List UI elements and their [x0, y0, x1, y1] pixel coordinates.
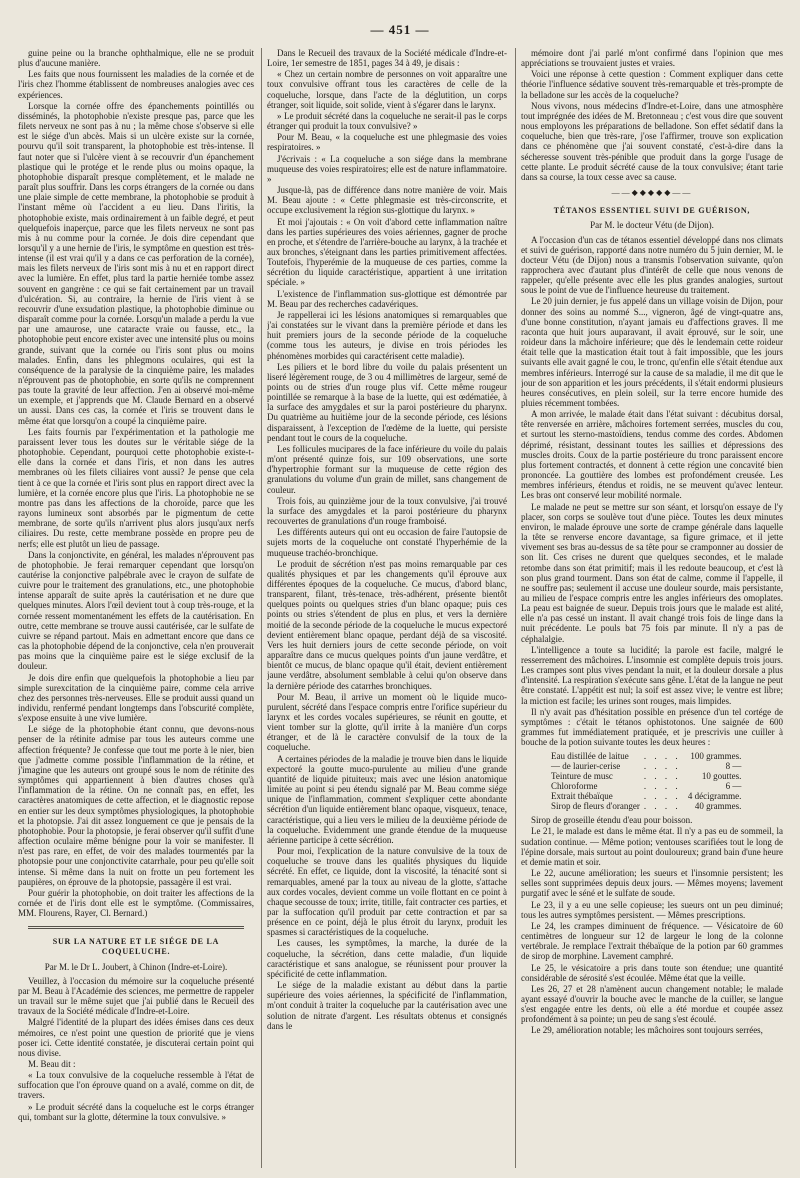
prescription-quantity: 6 — — [725, 781, 742, 792]
paragraph: A certaines périodes de la maladie je trouve bien dans le liquide expectoré la goutte muco-purulente au milieu d'une grande quantité de liquide pituiteux; mais avec une lésion anatomique limitée au point si peu étendu signalé par M. Beau comme siége unique de l'inflammation, comment s'expliquer cette abondante sécrétion d'un liquide entièrement blanc opaque, visqueux, tenace, caractéristique, qui a lieu vers le milieu de la deuxième période de la coqueluche. Evidemment une grande étendue de la muqueuse aérienne participe à cette sécrétion. — [267, 753, 507, 845]
paragraph: Lorsque la cornée offre des épanchements pointillés ou disséminés, la photophobie n'existe presque pas, parce que les filets nerveux ne sont pas à nu ; la même chose s'observe si elle est le siége d'un abcès. Mais si un ulcère existe sur la cornée, pourvu qu'il soit transparent, la photophobie est très-intense. Il faut noter que si l'ulcère vient à se recouvrir d'un épanchement plastique qui le protége et le rende plus ou moins opaque, la photophobie disparaît presque complètement, et le malade ne paraît plus souffrir. Dans les corps étrangers de la cornée ou dans une plaie simple de cette membrane, la photophobie se produit à l'instant même où l'accident a eu lieu. Dans l'iritis, la photophobie existe, mais ordinairement à un faible degré, et peut quelquefois inaperçue, parce que les filets nerveux ne sont pas mis à nu comme pour la cornée. Je dois dire cependant que lorsqu'il y a une hernie de l'iris, le symptôme en question est très-intense (il est vrai qu'il y a dans ce cas perforation de la cornée), mais les filets nerveux de l'iris sont mis à nu et en rapport direct avec la lumière. En effet, plus tard la partie herniée tombe assez souvent en gangrène : ce qui se fait certainement par un travail d'ulcération. Si, au contraire, la hernie de l'iris vient à se recouvrir d'une exsudation plastique, la photophobie diminue ou disparaît comme pour la cornée. Lorsqu'un malade a perdu la vue par une amaurose, une cataracte vraie ou fausse, etc., la photophobie peut encore exister avec une intensité plus ou moins grande, suivant que la cornée ou l'iris sont plus ou moins malades. Enfin, dans les phlegmons oculaires, qui est la conséquence de la paralysie de la cinquième paire, les malades n'éprouvent pas de photophobie, en sorte qu'ils ne comprennent pas toute la gravité de leur affection. J'en ai observé moi-même un exemple, et j'apprends que M. Claude Bernard en a observé un aussi. Dans ces cas, la cornée et l'iris se trouvent dans le même état que lorsqu'on a coupé la cinquième paire. — [18, 100, 254, 426]
paragraph: Les follicules mucipares de la face inférieure du voile du palais m'ont présenté quinze fois, sur 109 observations, une sorte d'hypertrophie formant sur la muqueuse de cette région des granulations du volume d'un grain de millet, sans changement de couleur. — [267, 443, 507, 495]
paragraph: Le 20 juin dernier, je fus appelé dans un village voisin de Dijon, pour donner des soins au nommé S..., vigneron, âgé de vingt-quatre ans, d'une bonne constitution, n'ayant jamais eu d'affections graves. Il me raconta que huit jours auparavant, il avait éprouvé, sur le soir, une roideur dans la mâchoire inférieure; que dès le lendemain cette roideur était telle que la mastication était tout à fait impossible, que les jours suivants elle avait gagné le cou, le tronc, qu'enfin elle s'était étendue aux membres inférieurs. Interrogé sur la cause de sa maladie, il me dit que le jour de son apparition et les jours précédents, il s'était endormi plusieurs heures consécutives, en plein soleil, sur la terre encore humide des pluies récemment tombées. — [521, 296, 783, 408]
paragraph: Pour guérir la photophobie, on doit traiter les affections de la cornée et de l'iris dont elle est le symptôme. (Commissaires, MM. Flourens, Rayer, Cl. Bernard.) — [18, 887, 254, 919]
paragraph: Je dois dire enfin que quelquefois la photophobie a lieu par simple surexcitation de la cinquième paire, comme cela arrive chez des personnes très-nerveuses. Elle se produit aussi quand un individu, renfermé pendant longtemps dans l'obscurité complète, s'expose ensuite à une vive lumière. — [18, 672, 254, 724]
article-title: SUR LA NATURE ET LE SIÉGE DE LA COQUELUCHE. — [52, 937, 220, 957]
paragraph: Le malade ne peut se mettre sur son séant, et lorsqu'on essaye de l'y placer, son corps se soulève tout d'une pièce. Toutes les deux minutes environ, le malade éprouve une sorte de crampe générale dans laquelle la tête se renverse encore davantage, sa figure grimace, et il jette vivement ses bras au-dessus de sa tête pour se cramponner au dossier de son lit. Ces crises ne durent que quelques secondes, et le malade retombe dans son état primitif; mais il les redoute beaucoup, et c'est là son plus grand tourment. Dans son état de calme, comme il l'appelle, il ne souffre pas; seulement il accuse une douleur sourde, mais persistante, au milieu de l'espace compris entre les angles inférieurs des omoplates. La peau est baignée de sueur. Depuis trois jours que le malade est alité, elle n'a pas cessé un instant. Il avait changé trois fois de linge dans la nuit précédente. Le pouls bat 75 fois par minute. Il n'y a pas de céphalalgie. — [521, 501, 783, 644]
prescription-quantity: 8 — — [725, 761, 742, 772]
paragraph: L'existence de l'inflammation sus-glottique est démontrée par M. Beau par des recherches cadavériques. — [267, 288, 507, 309]
paragraph: Veuillez, à l'occasion du mémoire sur la coqueluche présenté par M. Beau à l'Académie des sciences, me permettre de rappeler un travail sur le même sujet que j'ai publié dans le Recueil des travaux de la Société médicale d'Indre-et-Loire. — [18, 975, 254, 1017]
paragraph: Le siége de la maladie existant au début dans la partie supérieure des voies aériennes, la spécificité de l'inflammation, m'ont conduit à traiter la coqueluche par la cautérisation avec une solution de nitrate d'argent. Les résultats obtenus et consignés dans le — [267, 980, 507, 1031]
paragraph: guine peine ou la branche ophthalmique, elle ne se produit plus d'aucune manière. — [18, 48, 254, 69]
article-title: TÉTANOS ESSENTIEL SUIVI DE GUÉRISON, — [553, 206, 751, 216]
ornament-divider: ——◆◆◆◆◆—— — [611, 188, 693, 198]
article-author: Par M. le docteur Vétu (de Dijon). — [590, 220, 714, 231]
prescription-row: Sirop de fleurs d'oranger . . . . 40 grammes. — [551, 801, 745, 811]
paragraph: » Le produit sécrété dans la coqueluche ne serait-il pas le corps étranger qui produit la toux convulsive? » — [267, 110, 507, 132]
paragraph: Trois fois, au quinzième jour de la toux convulsive, j'ai trouvé la surface des amygdales et la paroi postérieure du pharynx recouvertes de granulations d'un rouge framboisé. — [267, 495, 507, 527]
paragraph: Pour M. Beau, « la coqueluche est une phlegmasie des voies respiratoires. » — [267, 132, 507, 153]
paragraph: Les piliers et le bord libre du voile du palais présentent un liseré légèrement rouge, de 3 ou 4 millimètres de largeur, semé de points ou de stries d'un rouge plus vif. Cette même rougeur pointillée se remarque à la base de la luette, qui est œdématiée, à la surface des amygdales et sur la paroi postérieure du pharynx. Du quatrième au huitième jour de la seconde période, ces lésions disparaissent, à l'exception de l'œdème de la luette, qui persiste pendant tout le cours de la coqueluche. — [267, 361, 507, 443]
column-rule — [515, 48, 516, 1168]
paragraph: Il n'y avait pas d'hésitation possible en présence d'un tel cortége de symptômes : c'était le tétanos ophistotonos. Une saignée de 600 grammes fut immédiatement pratiquée, et je prescrivis une cuiller à bouche de la potion suivante toutes les deux heures : — [521, 706, 783, 748]
paragraph: M. Beau dit : — [28, 1059, 76, 1069]
paragraph: Pour M. Beau, il arrive un moment où le liquide muco-purulent, sécrété dans l'espace compris entre l'orifice supérieur du larynx et les cordes vocales supérieures, se réunit en goutte, et vient tomber sur la glotte, qu'il irrite à la manière d'un corps étranger, et de là le caractère convulsif de la toux de la coqueluche. — [267, 691, 507, 753]
paragraph: « Chez un certain nombre de personnes on voit apparaître une toux convulsive offrant tous les caractères de celle de la coqueluche, lorsque, dans l'acte de la déglutition, un corps étranger, soit liquide, soit solide, vient à s'égarer dans le larynx. — [267, 69, 507, 110]
prescription-quantity: 10 gouttes. — [701, 771, 742, 782]
paragraph: Le 22, aucune amélioration; les sueurs et l'insomnie persistent; les selles sont supprimées depuis deux jours. — Mêmes moyens; lavement purgatif avec le séné et le sulfate de soude. — [521, 868, 783, 899]
prescription-quantity: 100 grammes. — [690, 751, 742, 762]
paragraph: Les faits que nous fournissent les maladies de la cornée et de l'iris chez l'homme établissent de nombreuses analogies avec ces expériences. — [18, 69, 254, 100]
column-2 — [267, 48, 507, 1168]
page-number: — 451 — — [370, 22, 430, 37]
paragraph: Le 24, les crampes diminuent de fréquence. — Vésicatoire de 60 centimètres de longueur sur 12 de largeur le long de la colonne vertébrale. Je remplace l'extrait thébaïque de la potion par 60 grammes de sirop de morphine. Lavement camphré. — [521, 920, 783, 962]
paragraph: Le siége de la photophobie étant connu, que devons-nous penser de la rétinite admise par tous les auteurs comme une affection fréquente? Je confesse que tout me porte à le nier, bien que j'admette comme possible l'inflammation de la rétine, et j'imagine que les auteurs ont groupé sous le nom de rétinite des symptômes qui appartiennent à bien d'autres choses qu'à l'inflammation de la rétine. On ne connaît pas, en effet, les caractères anatomiques de cette affection, et le diagnostic repose en entier sur les deux symptômes physiologiques, la photophobie et la photopsie. J'ai dit assez longuement ce que je pensais de la photophobie. Pour la photopsie, je ferai observer qu'il suffit d'une affection oculaire même bénigne pour la voir se manifester. Il n'est pas rare, en effet, de voir des malades tourmentés par la photopsie pour une conjonctivite catarrhale, pour peu qu'elle soit intense. Si même dans la nuit on frotte un peu fortement les paupières, on éprouve de la photopsie, passagère il est vrai. — [18, 724, 254, 887]
prescription-item: Sirop de fleurs d'oranger — [551, 801, 640, 812]
paragraph: Dans le Recueil des travaux de la Société médicale d'Indre-et-Loire, 1er semestre de 1851, pages 34 à 49, je disais : — [267, 48, 507, 69]
paragraph: Les causes, les symptômes, la marche, la durée de la coqueluche, la sécrétion, dans cette maladie, d'un liquide caractéristique et sans analogue, se réunissent pour prouver la spécificité de cette inflammation. — [267, 938, 507, 979]
paragraph: A l'occasion d'un cas de tétanos essentiel développé dans nos climats et suivi de guérison, rapporté dans notre numéro du 5 juin dernier, M. le docteur Vétu (de Dijon) nous a transmis l'observation suivante, qu'on rapprochera avec d'autant plus d'intérêt de celle que nous venons de rappeler, qu'elle présente avec elle les plus grandes analogies, surtout sous le point de vue de l'influence heureuse du traitement. — [521, 234, 783, 296]
column-1 — [18, 48, 254, 1168]
prescription-item: — de laurier-cerise — [551, 761, 621, 772]
paragraph: A mon arrivée, le malade était dans l'état suivant : décubitus dorsal, tête renversée en arrière, mâchoires fortement serrées, muscles du cou, et surtout les sterno-mastoïdiens, tendus comme des cordes. Abdomen déprimé, résistant, dessinant toutes les saillies et dépressions des muscles droits. Coux de la partie postérieure du tronc paraissent encore plus fortement contractés, et donnent à cette région une concavité bien prononcée. La gouttière des lombes est profondément creusée. Les membres inférieurs, étendus et roidis, ne se meuvent qu'avec lenteur. Les bras ont conservé leur mobilité normale. — [521, 409, 783, 501]
prescription-table — [551, 751, 745, 811]
prescription-item: Chloroforme — [551, 781, 598, 792]
paragraph: Les faits fournis par l'expérimentation et la pathologie me paraissent lever tous les doutes sur le véritable siége de la photophobie. Cependant, pourquoi cette photophobie existe-t-elle dans la cornée et dans l'iris, et non dans les autres membranes où les filets ciliaires vont aussi? Je pense que cela tient à ce que la cornée et l'iris sont plus en rapport direct avec la lumière, et la cornée encore plus que l'iris. La photophobie ne se montre pas dans les affections de la choroïde, parce que les rayons lumineux sont absorbés par le pigmentum de cette membrane, de sorte qu'ils n'arrivent plus alors jusqu'aux nerfs ciliaires. Du reste, cette membrane possède en propre peu de nerfs; elle est plutôt un lieu de passage. — [18, 426, 254, 549]
column-3 — [521, 48, 783, 1168]
prescription-row: Teinture de musc . . . . 10 gouttes. — [551, 771, 745, 781]
prescription-quantity: 4 décigramme. — [687, 791, 742, 802]
prescription-item: Extrait thébaïque — [551, 791, 613, 802]
paragraph: Sirop de groseille étendu d'eau pour boisson. — [531, 815, 693, 826]
paragraph: Nous vivons, nous médecins d'Indre-et-Loire, dans une atmosphère tout imprégnée des idées de M. Bretonneau ; c'est vous dire que souvent nous employons les préparations de belladone. Son effet sédatif dans la coqueluche, bien que très-rare, j'ose l'affirmer, trouve son explication dans ce phénomène que j'ai souvent constaté, c'est-à-dire dans la sécheresse souvent très-pénible que produit dans la gorge l'usage de cette plante. Le produit sécrété cause de la toux convulsive; étant tarie dans sa course, la toux cesse avec sa cause. — [521, 100, 783, 182]
section-divider — [28, 926, 244, 929]
paragraph: mémoire dont j'ai parlé m'ont confirmé dans l'opinion que mes appréciations se trouvaient justes et vraies. — [521, 48, 783, 69]
paragraph: Pour moi, l'explication de la nature convulsive de la toux de coqueluche se trouve dans les qualités physiques du liquide sécrété. En effet, ce liquide, dont la viscosité, la ténacité sont si remarquables, amené par la toux au niveau de la glotte, s'attache aux cordes vocales, devient comme un voile flottant en ce point à chaque secousse de toux; irrite, titille, fait contracter ces parties, et par la suffocation qu'il produit par cette contraction et par sa présence en ce point, déjà le plus étroit du larynx, produit les spasmes si caractéristiques de la coqueluche. — [267, 846, 507, 938]
prescription-row: — de laurier-cerise . . . . 8 — — [551, 761, 745, 771]
paragraph: Malgré l'identité de la plupart des idées émises dans ces deux mémoires, ce n'est point une question de priorité que je viens poser ici. Cette identité constatée, je discuterai certain point qui nous divise. — [18, 1017, 254, 1058]
paragraph: Jusque-là, pas de différence dans notre manière de voir. Mais M. Beau ajoute : « Cette phlegmasie est très-circonscrite, et occupe exclusivement la région sus-glottique du larynx. » — [267, 185, 507, 216]
paragraph: Et moi j'ajoutais : « On voit d'abord cette inflammation naître dans les parties supérieures des voies aériennes, gagner de proche en proche, et s'étendre de l'arrière-bouche au larynx, à la trachée et aux bronches, s'éteignant dans les parties primitivement affectées. Toutefois, l'hyperémie de la muqueuse de ces parties, comme la sécrétion du liquide caractéristique, appartient à une irritation spéciale. » — [267, 216, 507, 288]
column-rule — [261, 48, 262, 1168]
paragraph: Le 25, le vésicatoire a pris dans toute son étendue; une quantité considérable de sérosité s'est écoulée. Même état que la veille. — [521, 962, 783, 983]
paragraph: J'écrivais : « La coqueluche a son siége dans la membrane muqueuse des voies respiratoires; elle est de nature inflammatoire. » — [267, 153, 507, 184]
prescription-row: Extrait thébaïque . . . . 4 décigramme. — [551, 791, 745, 801]
paragraph: Le 29, amélioration notable; les mâchoires sont toujours serrées, — [531, 1025, 763, 1036]
paragraph: Dans la conjonctivite, en général, les malades n'éprouvent pas de photophobie. Je ferai remarquer cependant que lorsqu'on cautérise la conjonctive palpébrale avec le crayon de sulfate de cuivre pour le traitement des granulations, etc., une photophobie intense apparaît de suite après la cautérisation et ne dure que quelques minutes. Alors l'œil devient tout à coup très-rouge, et la cornée ressent momentanément les effets de la cautérisation. En outre, cette membrane se trouve aussi cautérisée, car le sulfate de cuivre se répand partout. Mais en admettant encore que dans ce cas la photophobie dépend de la conjonctive, cela n'en prouverait pas moins que la cinquième paire est le siége exclusif de la douleur. — [18, 549, 254, 672]
prescription-item: Eau distillée de laitue — [551, 751, 629, 762]
paragraph: L'intelligence a toute sa lucidité; la parole est facile, malgré le resserrement des mâchoires. L'insomnie est complète depuis trois jours. Les crampes sont plus vives pendant la nuit, et la douleur dorsale a plus d'intensité. La respiration s'exécute sans gêne. L'état de la langue ne peut être constaté. L'appétit est nul; la soif est assez vive; le ventre est libre; la miction est facile; les urines sont rouges, mais limpides. — [521, 644, 783, 706]
article-author: Par M. le Dr L. Joubert, à Chinon (Indre-et-Loire). — [44, 961, 228, 972]
paragraph: » Le produit sécrété dans la coqueluche est le corps étranger qui, tombant sur la glotte, détermine la toux convulsive. » — [18, 1101, 254, 1122]
prescription-item: Teinture de musc — [551, 771, 613, 782]
paragraph: Les différents auteurs qui ont eu occasion de faire l'autopsie de sujets morts de la coqueluche ont constaté l'hyperhémie de la muqueuse trachéo-bronchique. — [267, 527, 507, 558]
paragraph: Les 26, 27 et 28 n'amènent aucun changement notable; le malade ayant essayé d'ouvrir la bouche avec le manche de la cuiller, se langue s'est engagée entre les dents, où elle a été mordue et coupée assez profondément à sa pointe; un peu de sang s'est écoulé. — [521, 983, 783, 1025]
paragraph: Le 23, il y a eu une selle copieuse; les sueurs ont un peu diminué; tous les autres symptômes persistent. — Mêmes prescriptions. — [521, 899, 783, 920]
prescription-row: Eau distillée de laitue . . . . 100 grammes. — [551, 751, 745, 761]
paragraph: Je rappellerai ici les lésions anatomiques si remarquables que j'ai constatées sur le vivant dans la première période et dans les huit premiers jours de la seconde période de la coqueluche (comme tous les auteurs, je divise en trois périodes les phénomènes morbides qui caractérisent cette maladie). — [267, 309, 507, 361]
paragraph: Le produit de sécrétion n'est pas moins remarquable par ces qualités physiques et par les changements qu'il éprouve aux différentes époques de la coqueluche. Ce mucus, d'abord blanc, transparent, filant, très-tenace, très-adhérent, présente bientôt quelques points ou quelques stries d'un blanc opaque; puis ces points ou stries s'étendent de plus en plus, et vers la dernière moitié de la seconde période de la coqueluche le mucus expectoré devient entièrement blanc opaque, perdant déjà de sa viscosité. Vers les huit derniers jours de cette seconde période, on voit apparaître dans ce mucus quelques points d'un jaune verdâtre, et bientôt ce mucus, de blanc opaque qu'il était, devient entièrement jaune verdâtre, absolument semblable à celui qu'on observe dans la dernière période des catarrhes bronchiques. — [267, 558, 507, 691]
paragraph: « La toux convulsive de la coqueluche ressemble à l'état de suffocation que l'on éprouve quand on a avalé, comme on dit, de travers. — [18, 1070, 254, 1101]
paragraph: Voici une réponse à cette question : Comment expliquer dans cette théorie l'influence sédative souvent très-remarquable et très-prompte de la belladone sur les accès de la coqueluche? — [521, 69, 783, 100]
prescription-row: Chloroforme . . . . 6 — — [551, 781, 745, 791]
paragraph: Le 21, le malade est dans le même état. Il n'y a pas eu de sommeil, la sudation continue. — Même potion; ventouses scarifiées tout le long de l'épine dorsale, mais surtout au point douloureux; grand bain d'une heure et demie matin et soir. — [521, 826, 783, 867]
prescription-quantity: 40 grammes. — [694, 801, 742, 812]
